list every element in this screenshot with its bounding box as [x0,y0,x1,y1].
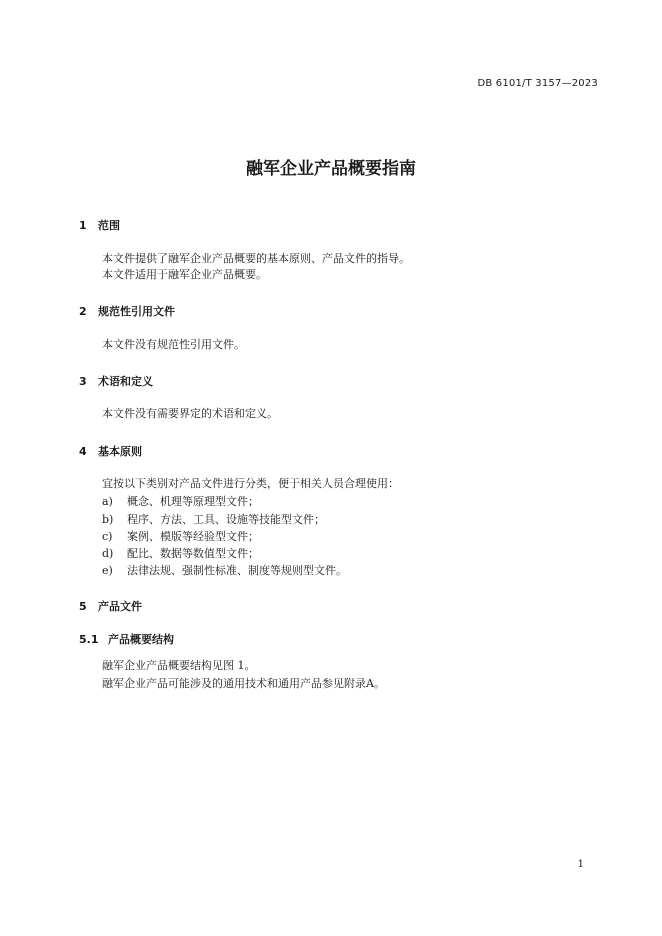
document-code: DB 6101/T 3157—2023 [477,78,598,89]
paragraph: 融军企业产品可能涉及的通用技术和通用产品参见附录A。 [102,677,385,690]
document-title: 融军企业产品概要指南 [246,159,416,179]
list-text: 配比、数据等数值型文件； [127,547,259,560]
section-title: 产品概要结构 [108,633,174,646]
section-heading-2 [79,303,175,319]
list-item [102,562,347,578]
section-title: 基本原则 [98,445,142,458]
list-marker: e) [102,564,113,577]
list-marker: a) [102,495,113,508]
section-number: 1 [79,219,87,232]
list-marker: b) [102,513,114,526]
section-number: 5.1 [79,633,99,646]
section-title: 范围 [98,219,120,232]
list-item [102,493,259,509]
list-marker: c) [102,530,113,543]
paragraph: 本文件适用于融军企业产品概要。 [102,268,267,281]
section-title: 术语和定义 [98,375,153,388]
list-text: 案例、模版等经验型文件； [127,530,259,543]
list-marker: d) [102,547,114,560]
paragraph: 本文件提供了融军企业产品概要的基本原则、产品文件的指导。 [102,252,410,265]
list-text: 程序、方法、工具、设施等技能型文件； [127,513,325,526]
paragraph: 本文件没有规范性引用文件。 [102,338,245,351]
section-heading-4 [79,443,142,459]
list-item [102,545,259,561]
section-number: 3 [79,375,87,388]
section-number: 4 [79,445,87,458]
list-text: 法律法规、强制性标准、制度等规则型文件。 [127,564,347,577]
list-item [102,528,259,544]
section-heading-3 [79,373,153,389]
list-item [102,511,325,527]
paragraph: 融军企业产品概要结构见图 1。 [102,659,256,672]
section-heading-1 [79,217,120,233]
section-number: 2 [79,305,87,318]
section-heading-5 [79,598,142,614]
paragraph: 宜按以下类别对产品文件进行分类，便于相关人员合理使用： [102,477,399,490]
section-title: 规范性引用文件 [98,305,175,318]
list-text: 概念、机理等原理型文件； [127,495,259,508]
page-number: 1 [577,859,584,870]
section-number: 5 [79,600,87,613]
paragraph: 本文件没有需要界定的术语和定义。 [102,407,278,420]
section-title: 产品文件 [98,600,142,613]
section-heading-5-1 [79,631,174,647]
